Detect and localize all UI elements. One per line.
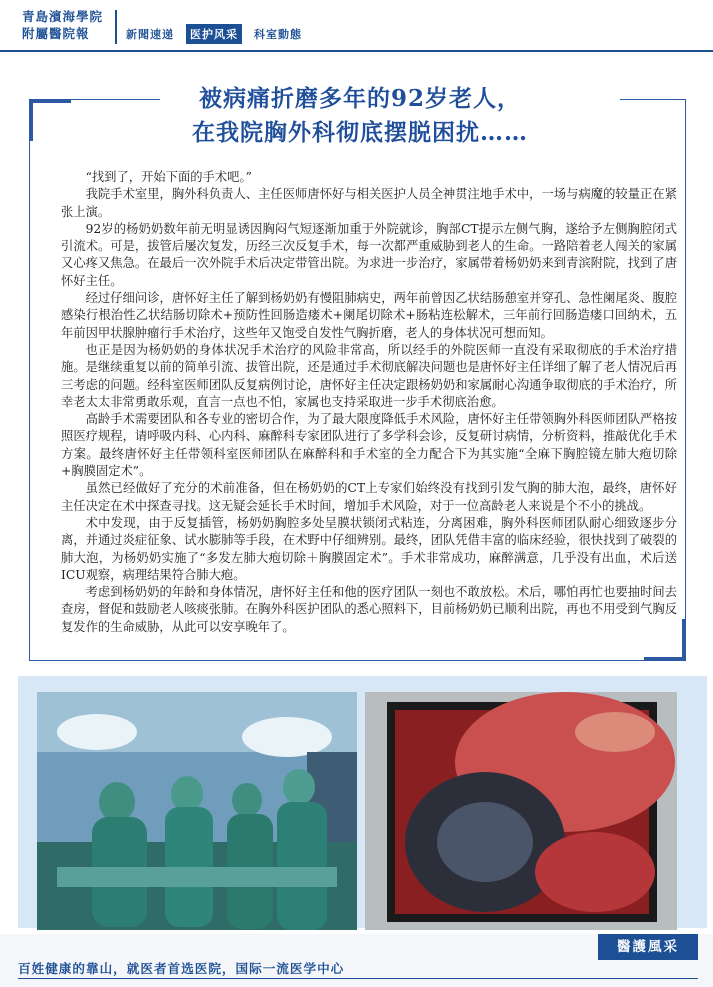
masthead-line-1: 青島濱海學院 (22, 9, 104, 24)
article-title-line-2: 在我院胸外科彻底摆脱困扰…… (192, 119, 528, 146)
paragraph: 考虑到杨奶奶的年龄和身体情况，唐怀好主任和他的医疗团队一刻也不敢放松。术后，哪怕再忙也要抽时间去查房，督促和鼓励老人咳痰张肺。在胸外科医护团队的悉心照料下，目前杨奶奶已顺利出院，再也不用受到气胸反复发作的生命威胁，从此可以安享晚年了。 (61, 585, 677, 634)
footer-rule (18, 978, 698, 979)
nav-item-news[interactable]: 新聞速递 (126, 28, 174, 41)
masthead-line-2: 附屬醫院報 (22, 26, 90, 41)
article-body (61, 169, 677, 636)
article-title (110, 82, 610, 150)
frame-corner-top-left (29, 99, 71, 141)
paragraph: “找到了，开始下面的手术吧。” (85, 170, 252, 184)
paragraph: 术中发现，由于反复插管，杨奶奶胸腔多处呈膜状锁闭式粘连，分离困难，胸外科医师团队耐心细致逐步分离，并通过炎症征象、试水膨肺等手段，在术野中仔细辨别。最终，团队凭借丰富的临床经验，很快找到了破裂的肺大泡，为杨奶奶实施了“多发左肺大疱切除＋胸膜固定术”。手术非常成功，麻醉满意，几乎没有出血，术后送ICU观察，病理结果符合肺大疱。 (61, 515, 677, 582)
masthead-divider (115, 10, 117, 44)
header-rule (0, 50, 713, 52)
section-tag: 醫護風采 (598, 934, 698, 960)
paragraph: 92岁的杨奶奶数年前无明显诱因胸闷气短逐渐加重于外院就诊，胸部CT提示左侧气胸，遂给予左侧胸腔闭式引流术。可是，拔管后屡次复发，历经三次反复手术，每一次都严重威胁到老人的生命。一路陪着老人闯关的家属又心疼又焦急。在最后一次外院手术后决定带管出院。为求进一步治疗，家属带着杨奶奶来到青滨附院，找到了唐怀好主任。 (61, 221, 677, 288)
newspaper-masthead (22, 8, 122, 42)
nav-item-departments[interactable]: 科室動態 (254, 28, 302, 41)
paragraph: 我院手术室里，胸外科负责人、主任医师唐怀好与相关医护人员全神贯注地手术中，一场与病魔的较量正在紧张上演。 (61, 187, 677, 219)
nav-item-medical-staff[interactable]: 医护风采 (186, 24, 242, 44)
paragraph: 也正是因为杨奶奶的身体状况手术治疗的风险非常高，所以经手的外院医师一直没有采取彻底的手术治疗措施。是继续重复以前的简单引流、拔管出院，还是通过手术彻底解决问题也是唐怀好主任详细了解了老人情况后再三考虑的问题。经科室医师团队反复病例讨论，唐怀好主任决定跟杨奶奶和家属耐心沟通争取彻底的手术治疗，所幸老太太非常勇敢乐观，直言一点也不怕，家属也支持采取进一步手术彻底治愈。 (61, 342, 677, 409)
section-nav (122, 24, 306, 44)
paragraph: 高龄手术需要团队和各专业的密切合作，为了最大限度降低手术风险，唐怀好主任带领胸外科医师团队严格按照医疗规程，请呼吸内科、心内科、麻醉科专家团队进行了多学科会诊，反复研讨病情，分析资料，推敲优化手术方案。最终唐怀好主任带领科室医师团队在麻醉科和手术室的全力配合下为其实施“全麻下胸腔镜左肺大疱切除+胸膜固定术”。 (61, 412, 677, 479)
article-title-line-1: 被病痛折磨多年的92岁老人， (198, 85, 521, 112)
masthead-header (0, 0, 713, 52)
hospital-slogan: 百姓健康的靠山，就医者首选医院，国际一流医学中心 (18, 961, 345, 976)
surgery-team-photo (37, 692, 357, 930)
thoracoscopy-monitor-photo (365, 692, 677, 930)
paragraph: 虽然已经做好了充分的术前准备，但在杨奶奶的CT上专家们始终没有找到引发气胸的肺大泡，最终，唐怀好主任决定在术中探查寻找。这无疑会延长手术时间，增加手术风险，对于一位高龄老人来说是个不小的挑战。 (61, 481, 677, 513)
paragraph: 经过仔细问诊，唐怀好主任了解到杨奶奶有慢阻肺病史，两年前曾因乙状结肠憩室并穿孔、急性阑尾炎、腹腔感染行根治性乙状结肠切除术+预防性回肠造瘘术+阑尾切除术+肠粘连松解术，三年前行回肠造瘘口回纳术，五年前因甲状腺肿瘤行手术治疗，这些年又饱受自发性气胸折磨，老人的身体状况可想而知。 (61, 291, 677, 340)
